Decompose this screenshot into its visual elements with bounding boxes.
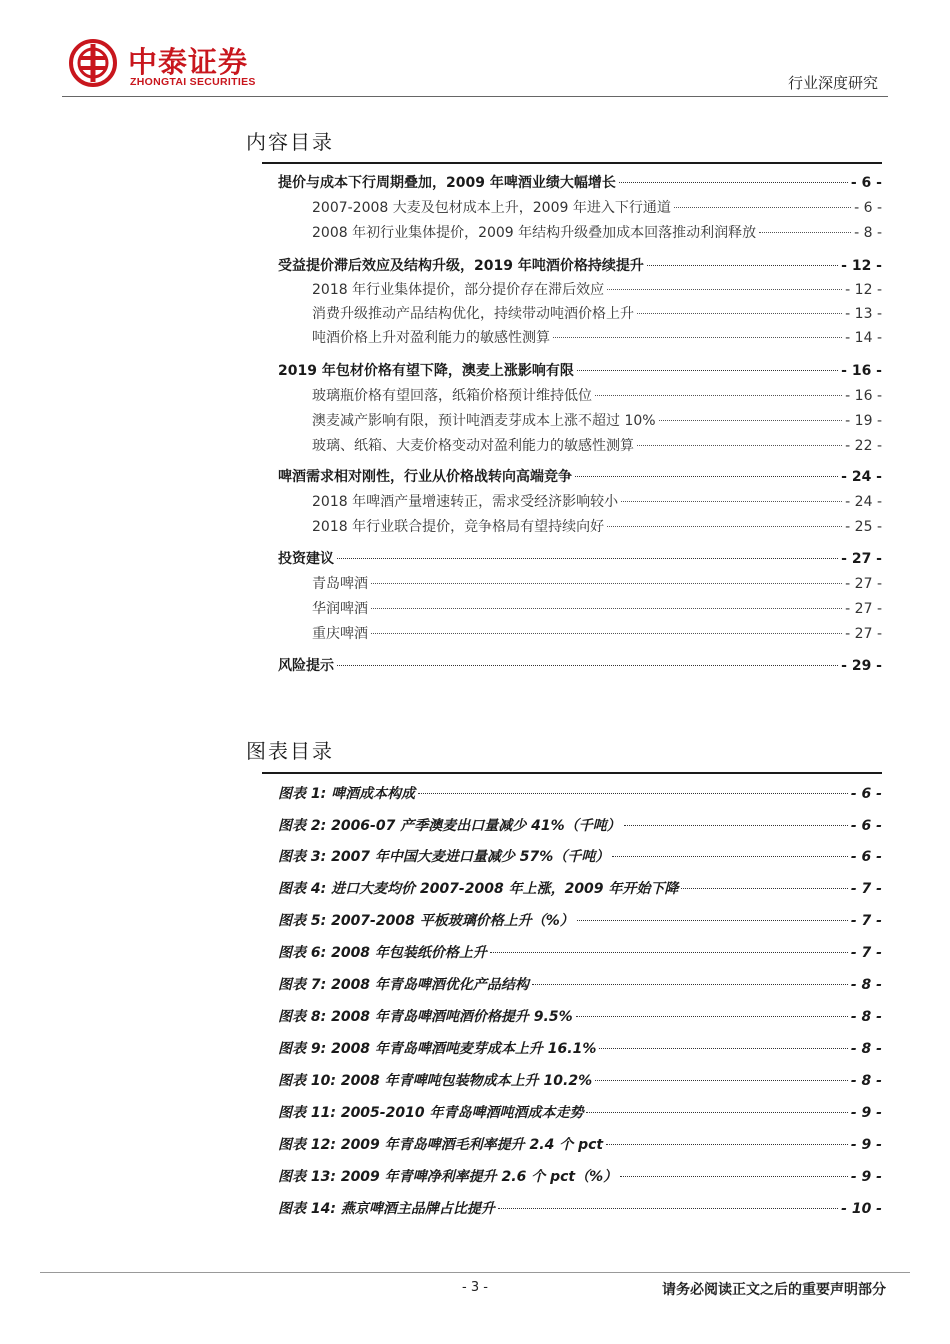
figure-entry-text: 图表 1: 啤酒成本构成 [278,786,416,802]
figure-entry-page: - 7 - [850,945,882,961]
figures-title-underline [262,772,882,774]
figure-entry[interactable] [278,1102,882,1124]
figure-entry-page: - 6 - [850,786,882,802]
figure-entry-text: 图表 9: 2008 年青岛啤酒吨麦芽成本上升 16.1% [278,1041,597,1057]
logo-english-name: ZHONGTAI SECURITIES [130,76,256,88]
footer-divider [40,1272,910,1273]
toc-entry-text: 2018 年啤酒产量增速转正，需求受经济影响较小 [312,494,619,510]
logo-chinese-name: 中泰证券 [128,45,249,79]
toc-entry-page: - 13 - [845,306,882,322]
toc-entry[interactable] [312,491,882,513]
toc-entry[interactable] [312,435,882,457]
toc-entry-text: 受益提价滞后效应及结构升级，2019 年吨酒价格持续提升 [278,258,644,274]
toc-entry-text: 青岛啤酒 [312,576,368,592]
toc-entry-page: - 22 - [845,438,882,454]
toc-entry-text: 2008 年初行业集体提价，2009 年结构升级叠加成本回落推动利润释放 [312,225,757,241]
figure-entry-page: - 7 - [850,881,882,897]
leader-dots [607,526,842,527]
figure-entry[interactable] [278,1006,882,1028]
toc-entry-text: 吨酒价格上升对盈利能力的敏感性测算 [312,330,550,346]
leader-dots [577,370,838,371]
toc-entry-text: 华润啤酒 [312,601,368,617]
leader-dots [599,1048,848,1049]
toc-entry-page: - 16 - [841,363,882,379]
toc-entry-text: 玻璃瓶价格有望回落，纸箱价格预计维持低位 [312,388,592,404]
leader-dots [606,1144,848,1145]
leader-dots [621,501,842,502]
leader-dots [619,182,848,183]
leader-dots [659,420,843,421]
toc-entry-page: - 27 - [845,576,882,592]
figure-entry-text: 图表 4: 进口大麦均价 2007-2008 年上涨，2009 年开始下降 [278,881,679,897]
toc-entry[interactable] [312,279,882,301]
leader-dots [371,633,842,634]
leader-dots [624,825,848,826]
figure-entry-text: 图表 11: 2005-2010 年青岛啤酒吨酒成本走势 [278,1105,584,1121]
leader-dots [532,984,848,985]
figure-entry-page: - 8 - [850,1073,882,1089]
figure-entry-page: - 9 - [850,1137,882,1153]
toc-entry-text: 重庆啤酒 [312,626,368,642]
leader-dots [595,395,842,396]
toc-entry-page: - 14 - [845,330,882,346]
document-type: 行业深度研究 [787,74,878,92]
toc-entry-page: - 8 - [854,225,882,241]
toc-entry-page: - 27 - [841,551,882,567]
toc-title-underline [262,162,882,164]
figures-title: 图表目录 [246,739,334,763]
figure-entry[interactable] [278,942,882,964]
figure-entry-page: - 8 - [850,1009,882,1025]
leader-dots [620,1176,848,1177]
toc-entry-page: - 24 - [841,469,882,485]
toc-entry[interactable] [312,573,882,595]
leader-dots [607,289,842,290]
figure-entry-page: - 9 - [850,1105,882,1121]
figure-entry-text: 图表 14: 燕京啤酒主品牌占比提升 [278,1201,495,1217]
company-logo [68,38,288,90]
toc-entry[interactable] [278,172,882,194]
header-divider [62,96,888,97]
toc-entry-page: - 24 - [845,494,882,510]
leader-dots [577,920,848,921]
leader-dots [371,583,842,584]
figure-entry[interactable] [278,1038,882,1060]
toc-entry-page: - 12 - [845,282,882,298]
leader-dots [637,445,842,446]
toc-entry-text: 澳麦减产影响有限，预计吨酒麦芽成本上涨不超过 10% [312,413,656,429]
figure-entry-text: 图表 10: 2008 年青啤吨包装物成本上升 10.2% [278,1073,593,1089]
page-number: - 3 - [462,1280,488,1295]
toc-entry-text: 玻璃、纸箱、大麦价格变动对盈利能力的敏感性测算 [312,438,634,454]
toc-entry-page: - 27 - [845,626,882,642]
toc-entry-page: - 19 - [845,413,882,429]
toc-entry[interactable] [312,598,882,620]
toc-entry-text: 2018 年行业联合提价，竞争格局有望持续向好 [312,519,605,535]
toc-entry-page: - 12 - [841,258,882,274]
toc-entry-page: - 6 - [854,200,882,216]
toc-entry[interactable] [312,303,882,325]
leader-dots [490,952,848,953]
zhongtai-logo-icon [68,38,118,88]
toc-title: 内容目录 [246,130,334,154]
toc-entry[interactable] [312,516,882,538]
figure-entry[interactable] [278,783,882,805]
figure-entry[interactable] [278,1070,882,1092]
leader-dots [637,313,842,314]
toc-entry[interactable] [278,655,882,677]
figure-entry-text: 图表 3: 2007 年中国大麦进口量减少 57%（千吨） [278,849,610,865]
figure-entry-text: 图表 8: 2008 年青岛啤酒吨酒价格提升 9.5% [278,1009,573,1025]
toc-entry-text: 提价与成本下行周期叠加，2009 年啤酒业绩大幅增长 [278,175,616,191]
toc-entry-page: - 29 - [841,658,882,674]
figure-entry-text: 图表 6: 2008 年包装纸价格上升 [278,945,487,961]
leader-dots [586,1112,847,1113]
leader-dots [681,888,847,889]
toc-entry[interactable] [278,255,882,277]
toc-entry[interactable] [312,385,882,407]
figure-entry[interactable] [278,1198,882,1220]
figure-entry-page: - 6 - [850,849,882,865]
figure-entry-page: - 8 - [850,977,882,993]
toc-entry-text: 2007-2008 大麦及包材成本上升，2009 年进入下行通道 [312,200,671,216]
toc-entry-text: 风险提示 [278,658,334,674]
toc-entry-text: 消费升级推动产品结构优化，持续带动吨酒价格上升 [312,306,634,322]
figure-entry-text: 图表 7: 2008 年青岛啤酒优化产品结构 [278,977,529,993]
toc-entry-text: 啤酒需求相对刚性，行业从价格战转向高端竞争 [278,469,572,485]
toc-entry-page: - 16 - [845,388,882,404]
toc-entry-page: - 25 - [845,519,882,535]
toc-entry-text: 投资建议 [278,551,334,567]
figure-entry[interactable] [278,974,882,996]
leader-dots [498,1208,838,1209]
figure-entry[interactable] [278,910,882,932]
leader-dots [647,265,838,266]
leader-dots [418,793,848,794]
toc-entry[interactable] [312,410,882,432]
toc-entry[interactable] [312,197,882,219]
figure-entry-page: - 9 - [850,1169,882,1185]
leader-dots [612,856,848,857]
figure-entry-text: 图表 2: 2006-07 产季澳麦出口量减少 41%（千吨） [278,818,621,834]
toc-entry[interactable] [278,548,882,570]
toc-entry[interactable] [278,466,882,488]
figure-entry[interactable] [278,1166,882,1188]
toc-entry[interactable] [278,360,882,382]
figure-entry-text: 图表 5: 2007-2008 平板玻璃价格上升（%） [278,913,574,929]
leader-dots [595,1080,848,1081]
figure-entry-page: - 8 - [850,1041,882,1057]
leader-dots [371,608,842,609]
figure-entry[interactable] [278,846,882,868]
leader-dots [576,1016,848,1017]
toc-entry-text: 2018 年行业集体提价，部分提价存在滞后效应 [312,282,605,298]
figure-entry[interactable] [278,878,882,900]
figure-entry[interactable] [278,815,882,837]
leader-dots [674,207,851,208]
leader-dots [337,558,838,559]
figure-entry-page: - 6 - [850,818,882,834]
toc-entry[interactable] [312,623,882,645]
figure-entry-page: - 10 - [841,1201,882,1217]
toc-entry-text: 2019 年包材价格有望下降，澳麦上涨影响有限 [278,363,574,379]
toc-entry[interactable] [312,222,882,244]
leader-dots [575,476,838,477]
figure-entry-text: 图表 13: 2009 年青啤净利率提升 2.6 个 pct（%） [278,1169,618,1185]
toc-entry-page: - 27 - [845,601,882,617]
leader-dots [759,232,851,233]
leader-dots [553,337,842,338]
toc-entry-page: - 6 - [850,175,882,191]
figure-entry-text: 图表 12: 2009 年青岛啤酒毛利率提升 2.4 个 pct [278,1137,604,1153]
toc-entry[interactable] [312,327,882,349]
disclaimer-note: 请务必阅读正文之后的重要声明部分 [662,1282,886,1298]
figure-entry[interactable] [278,1134,882,1156]
leader-dots [337,665,838,666]
figure-entry-page: - 7 - [850,913,882,929]
